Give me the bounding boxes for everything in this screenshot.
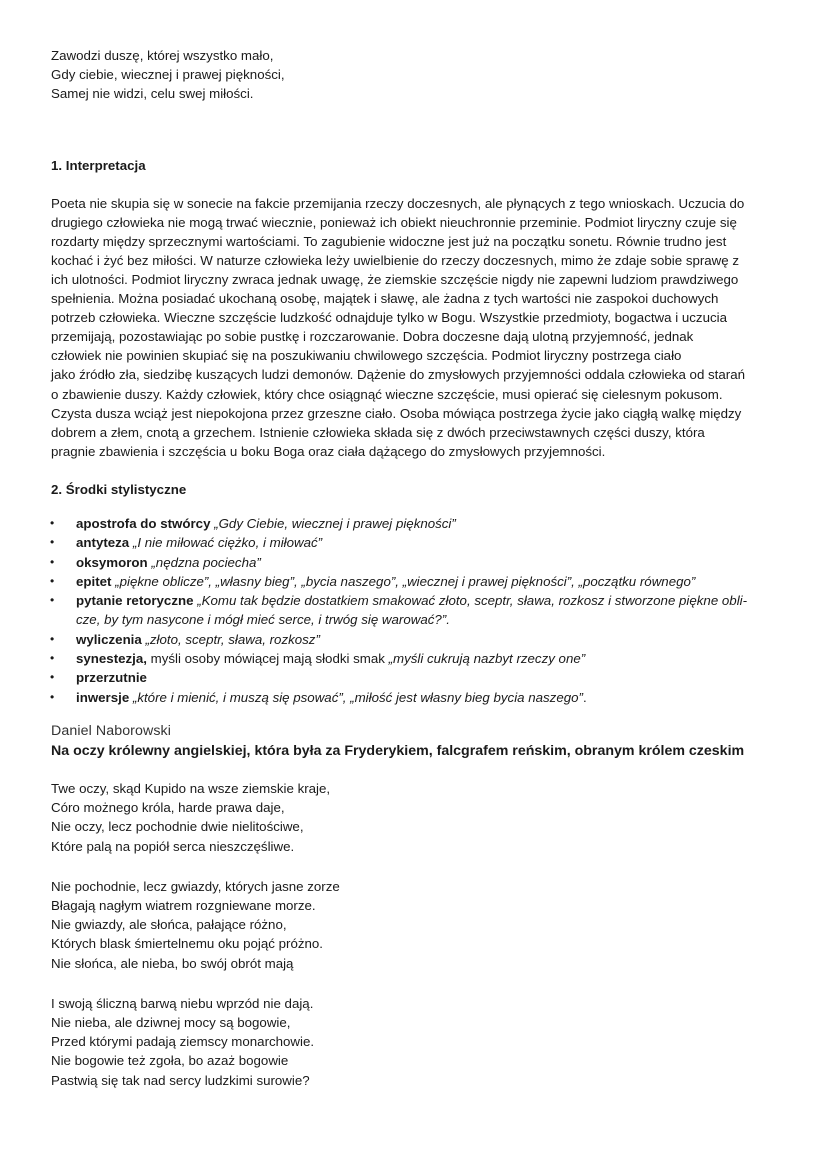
paragraph-line: Poeta nie skupia się w sonecie na fakcie przemijania rzeczy doczesnych, ale płynących z tego wnioskach. Uczucia do [51,195,745,211]
bullet-icon: • [50,554,55,569]
poem-line: Nie słońca, ale nieba, bo swój obrót mają [51,955,294,971]
device-term: oksymoron [76,554,148,570]
poem-line: Nie pochodnie, lecz gwiazdy, których jasne zorze [51,878,340,894]
device-term: apostrofa do stwórcy [76,515,211,531]
device-example: „piękne oblicze”, „własny bieg”, „bycia naszego”, „wiecznej i prawej piękności”, „początku równego” [111,573,696,589]
poem-line: Nie nieba, ale dziwnej mocy są bogowie, [51,1014,291,1030]
poem-line: Nie oczy, lecz pochodnie dwie nielitościwe, [51,819,304,835]
device-term: inwersje [76,689,130,705]
paragraph-line: o zbawienie duszy. Każdy człowiek, który chce osiągnąć wieczne szczęście, musi opierać się cielesnym pokusom. [51,386,723,402]
bullet-icon: • [50,689,55,704]
paragraph-line: człowiek nie powinien skupiać się na poszukiwaniu chwilowego szczęścia. Podmiot liryczny postrzega ciało [51,348,682,364]
section-heading-interpretation: 1. Interpretacja [51,157,146,173]
bullet-icon: • [50,651,55,665]
paragraph-line: kochać i żyć bez miłości. W naturze człowieka leży uwielbienie do rzeczy doczesnych, mimo że zdaje sobie sprawę z [51,252,740,268]
device-tail: . [582,689,587,705]
device-example: „Komu tak będzie dostatkiem smakować złoto, sceptr, sława, rozkosz i stworzone piękne obli- [193,593,748,609]
device-term: przerzutnie [76,670,147,686]
list-item [51,630,781,649]
device-example: „Gdy Ciebie, wiecznej i prawej piękności” [210,515,456,531]
paragraph-line: jako źródło zła, siedzibę kuszących ludzi demonów. Dążenie do zmysłowych przyjemności oddala człowieka od starań [51,367,745,383]
poem-line: Twe oczy, skąd Kupido na wsze ziemskie kraje, [51,780,331,796]
paragraph-line: ich ulotności. Podmiot liryczny zwraca jednak uwagę, że ziemskie szczęście nigdy nie zapewni ludziom prawdziwego [51,271,739,287]
list-item [51,514,781,533]
device-term: antyteza [76,535,130,551]
paragraph-line: spełnienia. Można posiadać ukochaną osobę, majątek i sławę, ale żadna z tych wartości nie zaspokoi duchowych [51,291,719,307]
device-example: „nędzna pociecha” [147,554,261,570]
bullet-icon: • [50,515,55,530]
device-example: „I nie miłować ciężko, i miłować” [129,535,323,551]
list-item [51,688,781,707]
poem-title: Na oczy królewny angielskiej, która była za Fryderykiem, falcgrafem reńskim, obranym królem czeskim [51,742,745,759]
poem-line: Samej nie widzi, celu swej miłości. [51,86,254,102]
section-heading-stylistic-devices: 2. Środki stylistyczne [51,481,187,497]
poem-line: I swoją śliczną barwą niebu wprzód nie dają. [51,995,314,1011]
interpretation-paragraph [51,194,781,461]
poem-line: Nie gwiazdy, ale słońca, pałające różno, [51,917,287,933]
list-item [51,668,781,687]
device-example: „myśli cukrują nazbyt rzeczy one” [388,651,586,666]
stylistic-devices-list [51,514,781,707]
poem-line: Gdy ciebie, wiecznej i prawej piękności, [51,67,285,83]
device-term: wyliczenia [76,631,142,647]
list-item [51,649,781,668]
device-term: synestezja, [76,651,147,666]
poem-author: Daniel Naborowski [51,722,171,739]
poem-line: Nie bogowie też zgoła, bo azaż bogowie [51,1053,289,1069]
paragraph-line: drugiego człowieka nie mogą trwać wiecznie, ponieważ ich obiekt nieuchronnie przeminie. Podmiot liryczny czuje się [51,214,737,230]
paragraph-line: pragnie zbawienia i szczęścia u boku Boga oraz ciała dążącego do zmysłowych przyjemności. [51,443,606,459]
bullet-icon: • [50,535,55,550]
poem-stanza [51,877,781,973]
poem-fragment [51,46,781,104]
paragraph-line: potrzeb człowieka. Wieczne szczęście ludzkość odnajduje tylko w Bogu. Wszystkie przedmioty, bogactwa i uczucia [51,310,727,326]
device-example: „złoto, sceptr, sława, rozkosz” [141,631,320,647]
paragraph-line: dobrem a złem, cnotą a grzechem. Istnienie człowieka składa się z dwóch przeciwstawnych części duszy, która [51,424,705,440]
paragraph-line: rozdarty między sprzecznymi wartościami. To zagubienie widoczne jest już na początku sonetu. Równie trudno jest [51,233,727,249]
poem-line: Przed którymi padają ziemscy monarchowie. [51,1034,315,1050]
bullet-icon: • [50,631,55,646]
device-description: myśli osoby mówiącej mają słodki smak [146,651,389,666]
list-item [51,591,781,630]
list-item [51,553,781,572]
bullet-icon: • [50,593,55,608]
bullet-icon: • [50,573,55,588]
poem-line: Których blask śmiertelnemu oku pojąć próżno. [51,936,323,952]
poem-line: Córo możnego króla, harde prawa daje, [51,800,285,816]
bullet-icon: • [50,670,55,685]
paragraph-line: przemijają, pozostawiając po sobie pustkę i rozczarowanie. Dobra doczesne dają ulotną przyjemność, jednak [51,329,694,345]
poem-line: Pastwią się tak nad sercy ludzkimi surowie? [51,1072,310,1088]
device-example: „które i mienić, i muszą się psować”, „miłość jest własny bieg bycia naszego” [129,689,583,705]
poem-line: Które palą na popiół serca nieszczęśliwe. [51,838,295,854]
device-term: epitet [76,573,112,589]
poem-stanza [51,994,781,1090]
device-term: pytanie retoryczne [76,593,194,609]
list-item [51,533,781,552]
document-page [51,46,781,1090]
poem-stanza [51,779,781,856]
paragraph-line: Czysta dusza wciąż jest niepokojona przez grzeszne ciało. Osoba mówiąca postrzega życie jako ciągłą walkę między [51,405,742,421]
poem-line: Błagają nagłym wiatrem rozgniewane morze. [51,897,316,913]
device-example-continued: cze, by tym nasycone i mógł mieć serce, i trwóg się warować?”. [76,612,450,628]
list-item [51,572,781,591]
poem-line: Zawodzi duszę, której wszystko mało, [51,48,274,63]
